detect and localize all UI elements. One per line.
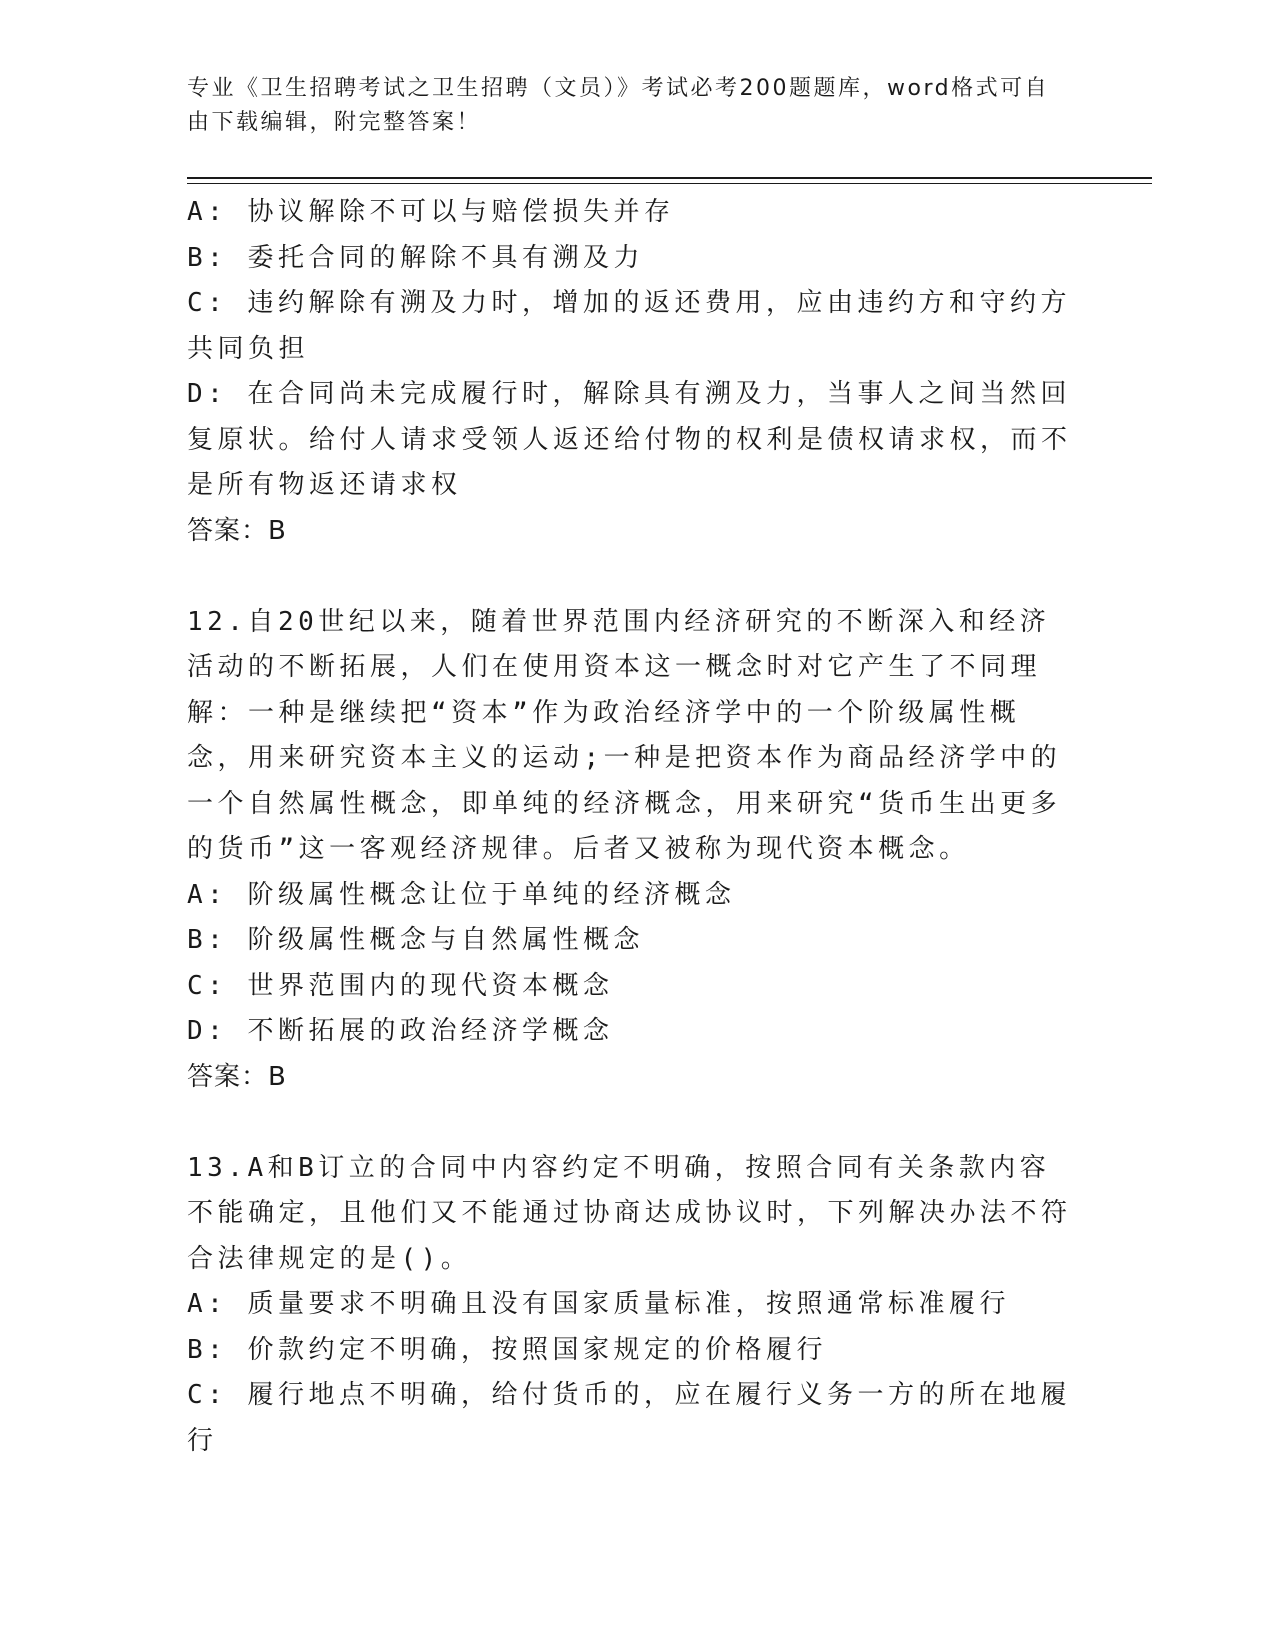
option-b: B: 价款约定不明确，按照国家规定的价格履行	[187, 1334, 827, 1365]
answer: 答案：B	[187, 515, 287, 546]
spacer	[187, 1100, 1072, 1146]
question-stem: 13.A和B订立的合同中内容约定不明确，按照合同有关条款内容不能确定，且他们又不能通过协商达成协议时，下列解决办法不符合法律规定的是()。	[187, 1152, 1072, 1274]
option-a: A: 质量要求不明确且没有国家质量标准，按照通常标准履行	[187, 1289, 1010, 1319]
option-c: C: 履行地点不明确，给付货币的，应在履行义务一方的所在地履行	[187, 1380, 1071, 1456]
option-a: A: 阶级属性概念让位于单纯的经济概念	[187, 879, 736, 910]
option-c: C: 违约解除有溯及力时，增加的返还费用，应由违约方和守约方共同负担	[187, 288, 1071, 364]
header-line-1: 专业《卫生招聘考试之卫生招聘（文员）》考试必考200题题库，word格式可自	[187, 76, 1050, 101]
header-line-2: 由下载编辑，附完整答案！	[187, 110, 482, 135]
option-d: D: 不断拓展的政治经济学概念	[187, 1016, 614, 1046]
question-content	[187, 190, 1072, 1464]
option-c: C: 世界范围内的现代资本概念	[187, 970, 614, 1001]
spacer	[187, 554, 1072, 600]
question-stem: 12.自20世纪以来，随着世界范围内经济研究的不断深入和经济活动的不断拓展，人们在使用资本这一概念时对它产生了不同理解：一种是继续把“资本”作为政治经济学中的一个阶级属性概念，用来研究资本主义的运动;一种是把资本作为商品经济学中的一个自然属性概念，即单纯的经济概念，用来研究“货币生出更多的货币”这一客观经济规律。后者又被称为现代资本概念。	[187, 606, 1062, 864]
question-11	[187, 190, 1072, 554]
option-d: D: 在合同尚未完成履行时，解除具有溯及力，当事人之间当然回复原状。给付人请求受领人返还给付物的权利是债权请求权，而不是所有物返还请求权	[187, 379, 1072, 500]
option-b: B: 阶级属性概念与自然属性概念	[187, 925, 644, 955]
question-13	[187, 1146, 1072, 1465]
question-12	[187, 600, 1072, 1101]
option-a: A: 协议解除不可以与赔偿损失并存	[187, 197, 675, 227]
option-b: B: 委托合同的解除不具有溯及力	[187, 242, 644, 273]
document-header	[187, 72, 1067, 140]
header-divider-thin	[187, 183, 1152, 184]
answer: 答案：B	[187, 1061, 287, 1092]
header-divider-thick	[187, 177, 1152, 179]
